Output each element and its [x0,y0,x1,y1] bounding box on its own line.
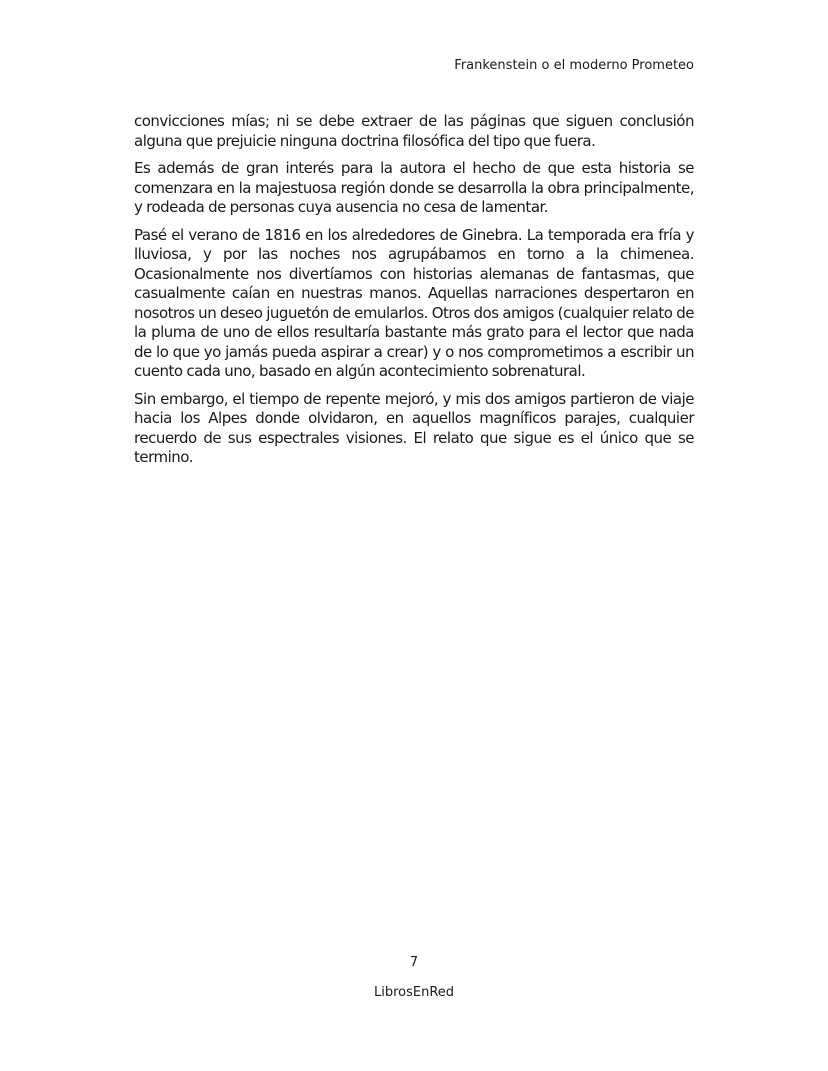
paragraph-2: Es además de gran interés para la autora el hecho de que esta historia se comenzara en la majestuosa región donde se desarrolla la obra principalmente, y rodeada de personas cuya ausencia no cesa de lamentar. [134,159,694,216]
footer-publisher: LibrosEnRed [373,985,455,1000]
paragraph-3: Pasé el verano de 1816 en los alrededores de Ginebra. La temporada era fría y lluviosa, y por las noches nos agrupábamos en torno a la chimenea. Ocasionalmente nos divertíamos con historias alemanas de fantasmas, que casualmente caían en nuestras manos. Aquellas narraciones despertaron en nosotros un deseo juguetón de emularlos. Otros dos amigos (cualquier relato de la pluma de uno de ellos resultaría bastante más grato para el lector que nada de lo que yo jamás pueda aspirar a crear) y o nos comprometimos a escribir un cuento cada uno, basado en algún acontecimiento sobrenatural. [134,225,694,380]
paragraph-1: convicciones mías; ni se debe extraer de las páginas que siguen conclusión alguna que prejuicie ninguna doctrina filosófica del tipo que fuera. [134,112,694,150]
running-header-title: Frankenstein o el moderno Prometeo [454,58,694,73]
body-text [134,112,694,476]
paragraph-4: Sin embargo, el tiempo de repente mejoró, y mis dos amigos partieron de viaje hacia los Alpes donde olvidaron, en aquellos magníficos parajes, cualquier recuerdo de sus espectrales visiones. El relato que sigue es el único que se termino. [134,389,694,466]
page-number: 7 [409,955,419,970]
